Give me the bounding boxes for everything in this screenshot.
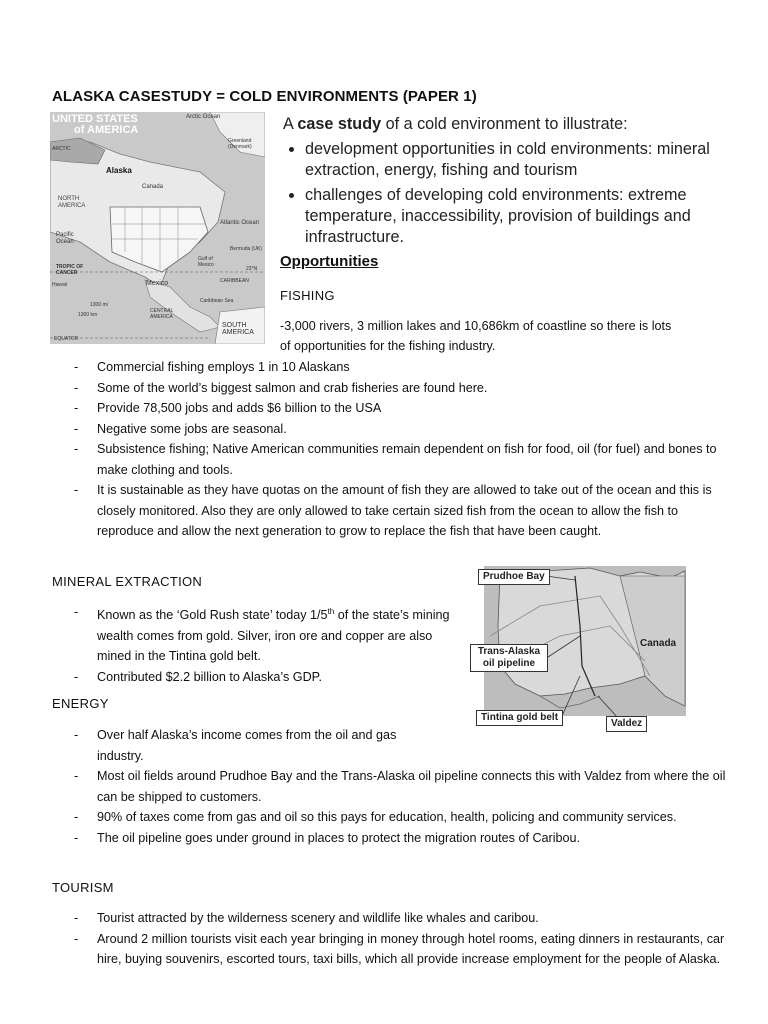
label-atlantic: Atlantic Ocean bbox=[220, 220, 260, 226]
intro-bullet: • development opportunities in cold environments: mineral extraction, energy, fishing and tourism bbox=[305, 139, 753, 181]
intro-bullet: • challenges of developing cold environments: extreme temperature, inaccessibility, provision of buildings and infrastructure. bbox=[305, 185, 753, 248]
label-canada: Canada bbox=[142, 184, 164, 190]
list-item: - Subsistence fishing; Native American communities remain dependent on fish for food, oil (for fuel) and bones to make clothing and tools. bbox=[50, 439, 730, 480]
label-prudhoe-bay: Prudhoe Bay bbox=[478, 569, 550, 585]
label-alaska: Alaska bbox=[106, 166, 132, 175]
label-scale-km: 1300 km bbox=[78, 312, 98, 318]
label-south-america: SOUTH AMERICA bbox=[222, 322, 254, 336]
intro-lead: A case study of a cold environment to illustrate: bbox=[283, 115, 628, 133]
page-title: ALASKA CASESTUDY = COLD ENVIRONMENTS (PAPER 1) bbox=[52, 88, 477, 105]
pipeline-map bbox=[470, 566, 686, 734]
label-equator: EQUATOR bbox=[54, 336, 79, 342]
list-item: - Commercial fishing employs 1 in 10 Alaskans bbox=[50, 357, 730, 378]
label-caribbean: CARIBBEAN bbox=[220, 278, 249, 284]
list-item: - Over half Alaska’s income comes from the oil and gas industry. bbox=[50, 725, 440, 766]
label-latitude: 23°N bbox=[246, 266, 258, 272]
list-item: - Provide 78,500 jobs and adds $6 billion to the USA bbox=[50, 398, 730, 419]
label-tintina-gold-belt: Tintina gold belt bbox=[476, 710, 563, 726]
tourism-points bbox=[50, 908, 730, 970]
label-hawaii: Hawaii bbox=[52, 282, 68, 288]
label-bermuda: Bermuda (UK) bbox=[230, 246, 262, 252]
usa-overview-map bbox=[50, 112, 265, 344]
list-item: - Known as the ‘Gold Rush state’ today 1/5th of the state’s mining wealth comes from gold. Silver, iron ore and copper are also mined in the Tintina gold belt. bbox=[50, 602, 462, 667]
label-arctic: ARCTIC bbox=[52, 146, 71, 152]
label-caribbean-sea: Caribbean Sea bbox=[200, 298, 234, 304]
mineral-points bbox=[50, 602, 462, 687]
fishing-heading: FISHING bbox=[280, 288, 335, 303]
label-mexico: Mexico bbox=[146, 280, 169, 287]
label-greenland: Greenland (Denmark) bbox=[228, 138, 252, 150]
label-canada-map: Canada bbox=[640, 638, 677, 649]
label-valdez: Valdez bbox=[606, 716, 647, 732]
list-item: - Around 2 million tourists visit each year bringing in money through hotel rooms, eating dinners in restaurants, car hire, buying souvenirs, escorted tours, taxi bills, which all provide increase employment for the people of Alaska. bbox=[50, 929, 730, 970]
list-item: - The oil pipeline goes under ground in places to protect the migration routes of Caribou. bbox=[50, 828, 730, 849]
label-north-america: NORTH AMERICA bbox=[58, 196, 86, 209]
opportunities-heading: Opportunities bbox=[280, 253, 379, 270]
energy-heading: ENERGY bbox=[52, 696, 109, 711]
list-item: - Negative some jobs are seasonal. bbox=[50, 419, 730, 440]
tourism-heading: TOURISM bbox=[52, 880, 114, 895]
list-item: - It is sustainable as they have quotas on the amount of fish they are allowed to take out of the ocean and this is closely monitored. Also they are only allowed to take certain sized fish from the ocean to allow the fish to reproduce and allow the next generation to grow to replace the fish that have been caught. bbox=[50, 480, 730, 542]
label-trans-alaska-pipeline: Trans-Alaska oil pipeline bbox=[470, 644, 548, 672]
case-study-intro bbox=[283, 114, 753, 252]
list-item: - Contributed $2.2 billion to Alaska’s GDP. bbox=[50, 667, 462, 688]
list-item: - Tourist attracted by the wilderness scenery and wildlife like whales and caribou. bbox=[50, 908, 730, 929]
mineral-heading: MINERAL EXTRACTION bbox=[52, 574, 203, 589]
intro-bullet-list bbox=[283, 139, 753, 248]
energy-point-first bbox=[50, 725, 440, 766]
fishing-intro-cont: of opportunities for the fishing industry. bbox=[280, 339, 496, 353]
fishing-points bbox=[50, 357, 730, 542]
energy-points bbox=[50, 766, 730, 848]
label-gulf: Gulf of Mexico bbox=[198, 256, 214, 268]
list-item: - 90% of taxes come from gas and oil so this pays for education, health, policing and community services. bbox=[50, 807, 730, 828]
list-item: - Most oil fields around Prudhoe Bay and the Trans-Alaska oil pipeline connects this with Valdez from where the oil can be shipped to customers. bbox=[50, 766, 730, 807]
list-item: - Some of the world’s biggest salmon and crab fisheries are found here. bbox=[50, 378, 730, 399]
label-scale-mi: 1300 mi bbox=[90, 302, 108, 308]
label-pacific: Pacific Ocean bbox=[56, 232, 74, 245]
fishing-intro: -3,000 rivers, 3 million lakes and 10,686km of coastline so there is lots bbox=[280, 319, 672, 333]
label-arctic-ocean: Arctic Ocean bbox=[186, 114, 221, 120]
label-central-america: CENTRAL AMERICA bbox=[150, 308, 174, 320]
map-heading: UNITED STATES of AMERICA bbox=[52, 113, 139, 136]
label-tropic: TROPIC OF CANCER bbox=[56, 264, 84, 276]
